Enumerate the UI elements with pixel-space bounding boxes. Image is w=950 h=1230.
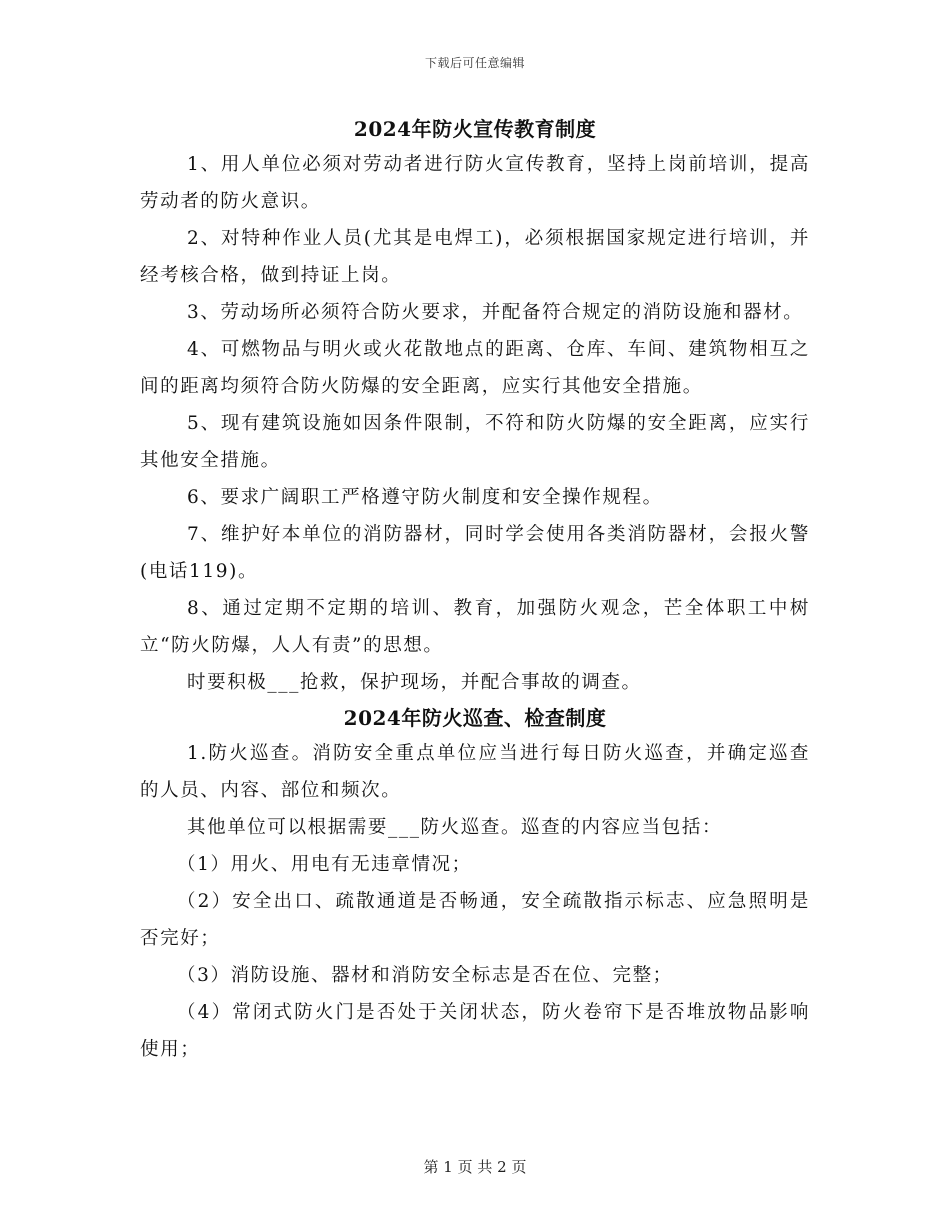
section2-paragraph: 1.防火巡查。消防安全重点单位应当进行每日防火巡查，并确定巡查的人员、内容、部位和频次。 xyxy=(140,743,810,801)
section2-list-item: （2）安全出口、疏散通道是否畅通，安全疏散指示标志、应急照明是否完好； xyxy=(140,891,810,949)
section1-paragraph: 时要积极___抢救，保护现场，并配合事故的调查。 xyxy=(187,672,642,693)
section2-paragraph: 其他单位可以根据需要___防火巡查。巡查的内容应当包括： xyxy=(187,817,723,838)
page-number-footer: 第 1 页 共 2 页 xyxy=(423,1158,527,1176)
section1-paragraph: 6、要求广阔职工严格遵守防火制度和安全操作规程。 xyxy=(187,487,663,508)
section1-title: 2024年防火宣传教育制度 xyxy=(353,117,597,141)
section1-paragraph: 7、维护好本单位的消防器材，同时学会使用各类消防器材，会报火警(电话119)。 xyxy=(140,524,810,582)
section2-list-item: （3）消防设施、器材和消防安全标志是否在位、完整； xyxy=(177,965,673,986)
section2-list-item: （4）常闭式防火门是否处于关闭状态，防火卷帘下是否堆放物品影响使用； xyxy=(140,1002,810,1060)
section1-paragraph: 1、用人单位必须对劳动者进行防火宣传教育，坚持上岗前培训，提高劳动者的防火意识。 xyxy=(140,154,810,212)
section2-list-item: （1）用火、用电有无违章情况； xyxy=(177,854,472,875)
section1-paragraph: 2、对特种作业人员(尤其是电焊工)，必须根据国家规定进行培训，并经考核合格，做到持证上岗。 xyxy=(140,228,810,286)
document-body xyxy=(140,112,810,1068)
header-note: 下载后可任意编辑 xyxy=(424,56,525,70)
section1-paragraph: 5、现有建筑设施如因条件限制，不符和防火防爆的安全距离，应实行其他安全措施。 xyxy=(140,413,810,471)
section2-title: 2024年防火巡查、检查制度 xyxy=(343,706,607,730)
section1-paragraph: 4、可燃物品与明火或火花散地点的距离、仓库、车间、建筑物相互之间的距离均须符合防火防爆的安全距离，应实行其他安全措施。 xyxy=(140,339,810,397)
section1-paragraph: 3、劳动场所必须符合防火要求，并配备符合规定的消防设施和器材。 xyxy=(187,302,804,323)
section1-paragraph: 8、通过定期不定期的培训、教育，加强防火观念，芒全体职工中树立“防火防爆，人人有责”的思想。 xyxy=(140,598,810,656)
